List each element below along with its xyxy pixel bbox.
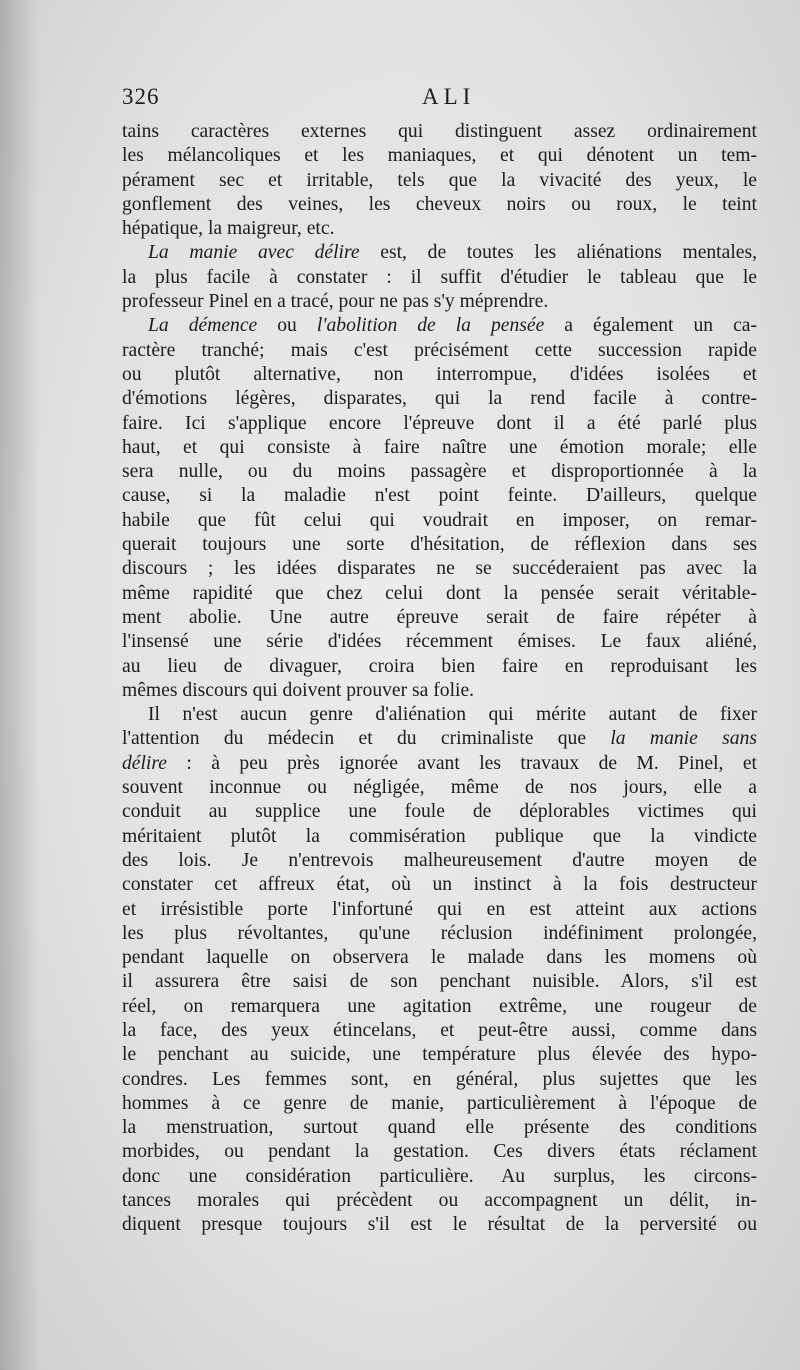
- text-run: l'insensé une série d'idées récemment émises. Le faux aliéné,: [122, 631, 757, 653]
- text-line: [122, 1043, 757, 1067]
- text-run: donc une considération particulière. Au surplus, les circons-: [122, 1165, 757, 1187]
- italic-term: la manie sans: [610, 728, 757, 750]
- text-run: cause, si la maladie n'est point feinte. D'ailleurs, quelque: [122, 485, 757, 507]
- text-run: est, de toutes les aliénations mentales,: [359, 242, 757, 264]
- text-run: diquent presque toujours s'il est le résultat de la perversité ou: [122, 1214, 757, 1236]
- italic-term: délire: [122, 752, 167, 774]
- text-line: [122, 1213, 757, 1237]
- text-line: [122, 825, 757, 849]
- text-run: la plus facile à constater : il suffit d'étudier le tableau que le: [122, 266, 757, 288]
- text-run: au lieu de divaguer, croira bien faire en reproduisant les: [122, 655, 757, 677]
- text-run: les plus révoltantes, qu'une réclusion indéfiniment prolongée,: [122, 922, 757, 944]
- text-line: [122, 752, 757, 776]
- text-run: mêmes discours qui doivent prouver sa folie.: [122, 679, 475, 701]
- text-line: [122, 144, 757, 168]
- text-run: gonflement des veines, les cheveux noirs ou roux, le teint: [122, 193, 757, 215]
- text-line: [122, 217, 757, 241]
- text-run: condres. Les femmes sont, en général, plus sujettes que les: [122, 1068, 757, 1090]
- text-line: [122, 727, 757, 751]
- text-line: [122, 1116, 757, 1140]
- text-line: [122, 460, 757, 484]
- text-line: [122, 339, 757, 363]
- italic-term: La démence: [148, 315, 258, 337]
- text-line: [122, 606, 757, 630]
- text-line: [122, 557, 757, 581]
- text-run: tances morales qui précèdent ou accompagnent un délit, in-: [122, 1190, 757, 1212]
- text-run: hommes à ce genre de manie, particulièrement à l'époque de: [122, 1092, 757, 1114]
- text-run: il assurera être saisi de son penchant nuisible. Alors, s'il est: [122, 971, 757, 993]
- text-line: [122, 655, 757, 679]
- text-line: [122, 800, 757, 824]
- text-run: ou plutôt alternative, non interrompue, d'idées isolées et: [122, 363, 757, 385]
- text-line: [122, 290, 757, 314]
- text-line: [122, 193, 757, 217]
- text-line: [122, 1189, 757, 1213]
- text-line: [122, 873, 757, 897]
- page-number: 326: [122, 84, 160, 109]
- text-run: des lois. Je n'entrevois malheureusement d'autre moyen de: [122, 849, 757, 871]
- text-run: tains caractères externes qui distinguent assez ordinairement: [122, 121, 757, 142]
- text-run: la menstruation, surtout quand elle présente des conditions: [122, 1117, 757, 1139]
- text-line: [122, 970, 757, 994]
- text-run: a également un ca-: [544, 315, 757, 337]
- text-run: méritaient plutôt la commisération publique que la vindicte: [122, 825, 757, 847]
- text-run: constater cet affreux état, où un instinct à la fois destructeur: [122, 874, 757, 896]
- page-header: [122, 84, 757, 114]
- text-line: [122, 1140, 757, 1164]
- text-run: morbides, ou pendant la gestation. Ces divers états réclament: [122, 1141, 757, 1163]
- text-line: [122, 679, 757, 703]
- text-run: habile que fût celui qui voudrait en imposer, on remar-: [122, 509, 757, 531]
- running-head: ALI: [422, 84, 476, 109]
- text-run: ractère tranché; mais c'est précisément cette succession rapide: [122, 339, 757, 361]
- text-line: [122, 995, 757, 1019]
- text-line: [122, 1019, 757, 1043]
- text-line: [122, 582, 757, 606]
- italic-term: l'abolition de la pensée: [316, 315, 545, 337]
- text-run: discours ; les idées disparates ne se succéderaient pas avec la: [122, 558, 757, 580]
- text-line: [122, 120, 757, 144]
- text-line: [122, 1068, 757, 1092]
- text-run: sera nulle, ou du moins passagère et disproportionnée à la: [122, 461, 757, 483]
- text-run: hépatique, la maigreur, etc.: [122, 218, 335, 240]
- text-run: faire. Ici s'applique encore l'épreuve dont il a été parlé plus: [122, 412, 757, 434]
- text-line: [122, 266, 757, 290]
- italic-term: La manie avec délire: [148, 242, 360, 264]
- text-line: [122, 922, 757, 946]
- text-run: l'attention du médecin et du criminaliste que: [122, 728, 611, 750]
- text-line: [122, 703, 757, 727]
- text-line: [122, 898, 757, 922]
- text-run: la face, des yeux étincelans, et peut-être aussi, comme dans: [122, 1019, 757, 1041]
- text-line: [122, 436, 757, 460]
- text-line: [122, 314, 757, 338]
- text-run: et irrésistible porte l'infortuné qui en est atteint aux actions: [122, 898, 757, 920]
- text-run: souvent inconnue ou négligée, même de nos jours, elle a: [122, 777, 757, 799]
- text-line: [122, 412, 757, 436]
- text-run: le penchant au suicide, une température plus élevée des hypo-: [122, 1044, 757, 1066]
- text-line: [122, 1165, 757, 1189]
- text-body: [122, 120, 757, 1238]
- text-run: pendant laquelle on observera le malade dans les momens où: [122, 947, 757, 969]
- text-line: [122, 776, 757, 800]
- text-line: [122, 387, 757, 411]
- text-run: les mélancoliques et les maniaques, et qui dénotent un tem-: [122, 145, 757, 167]
- text-run: conduit au supplice une foule de déplorables victimes qui: [122, 801, 757, 823]
- text-run: réel, on remarquera une agitation extrême, une rougeur de: [122, 995, 757, 1017]
- text-line: [122, 630, 757, 654]
- text-line: [122, 509, 757, 533]
- text-run: haut, et qui consiste à faire naître une émotion morale; elle: [122, 436, 757, 458]
- text-run: professeur Pinel en a tracé, pour ne pas s'y méprendre.: [122, 291, 549, 313]
- text-line: [122, 241, 757, 265]
- text-run: même rapidité que chez celui dont la pensée serait véritable-: [122, 582, 757, 604]
- text-run: Il n'est aucun genre d'aliénation qui mérite autant de fixer: [148, 704, 757, 726]
- text-run: d'émotions légères, disparates, qui la rend facile à contre-: [122, 388, 757, 410]
- text-run: ou: [257, 315, 317, 337]
- text-line: [122, 484, 757, 508]
- text-run: pérament sec et irritable, tels que la vivacité des yeux, le: [122, 169, 757, 191]
- text-line: [122, 849, 757, 873]
- text-line: [122, 363, 757, 387]
- text-run: : à peu près ignorée avant les travaux de M. Pinel, et: [166, 752, 757, 774]
- text-run: ment abolie. Une autre épreuve serait de faire répéter à: [122, 606, 757, 628]
- text-line: [122, 946, 757, 970]
- text-line: [122, 533, 757, 557]
- text-line: [122, 169, 757, 193]
- text-line: [122, 1092, 757, 1116]
- text-run: querait toujours une sorte d'hésitation, de réflexion dans ses: [122, 534, 757, 556]
